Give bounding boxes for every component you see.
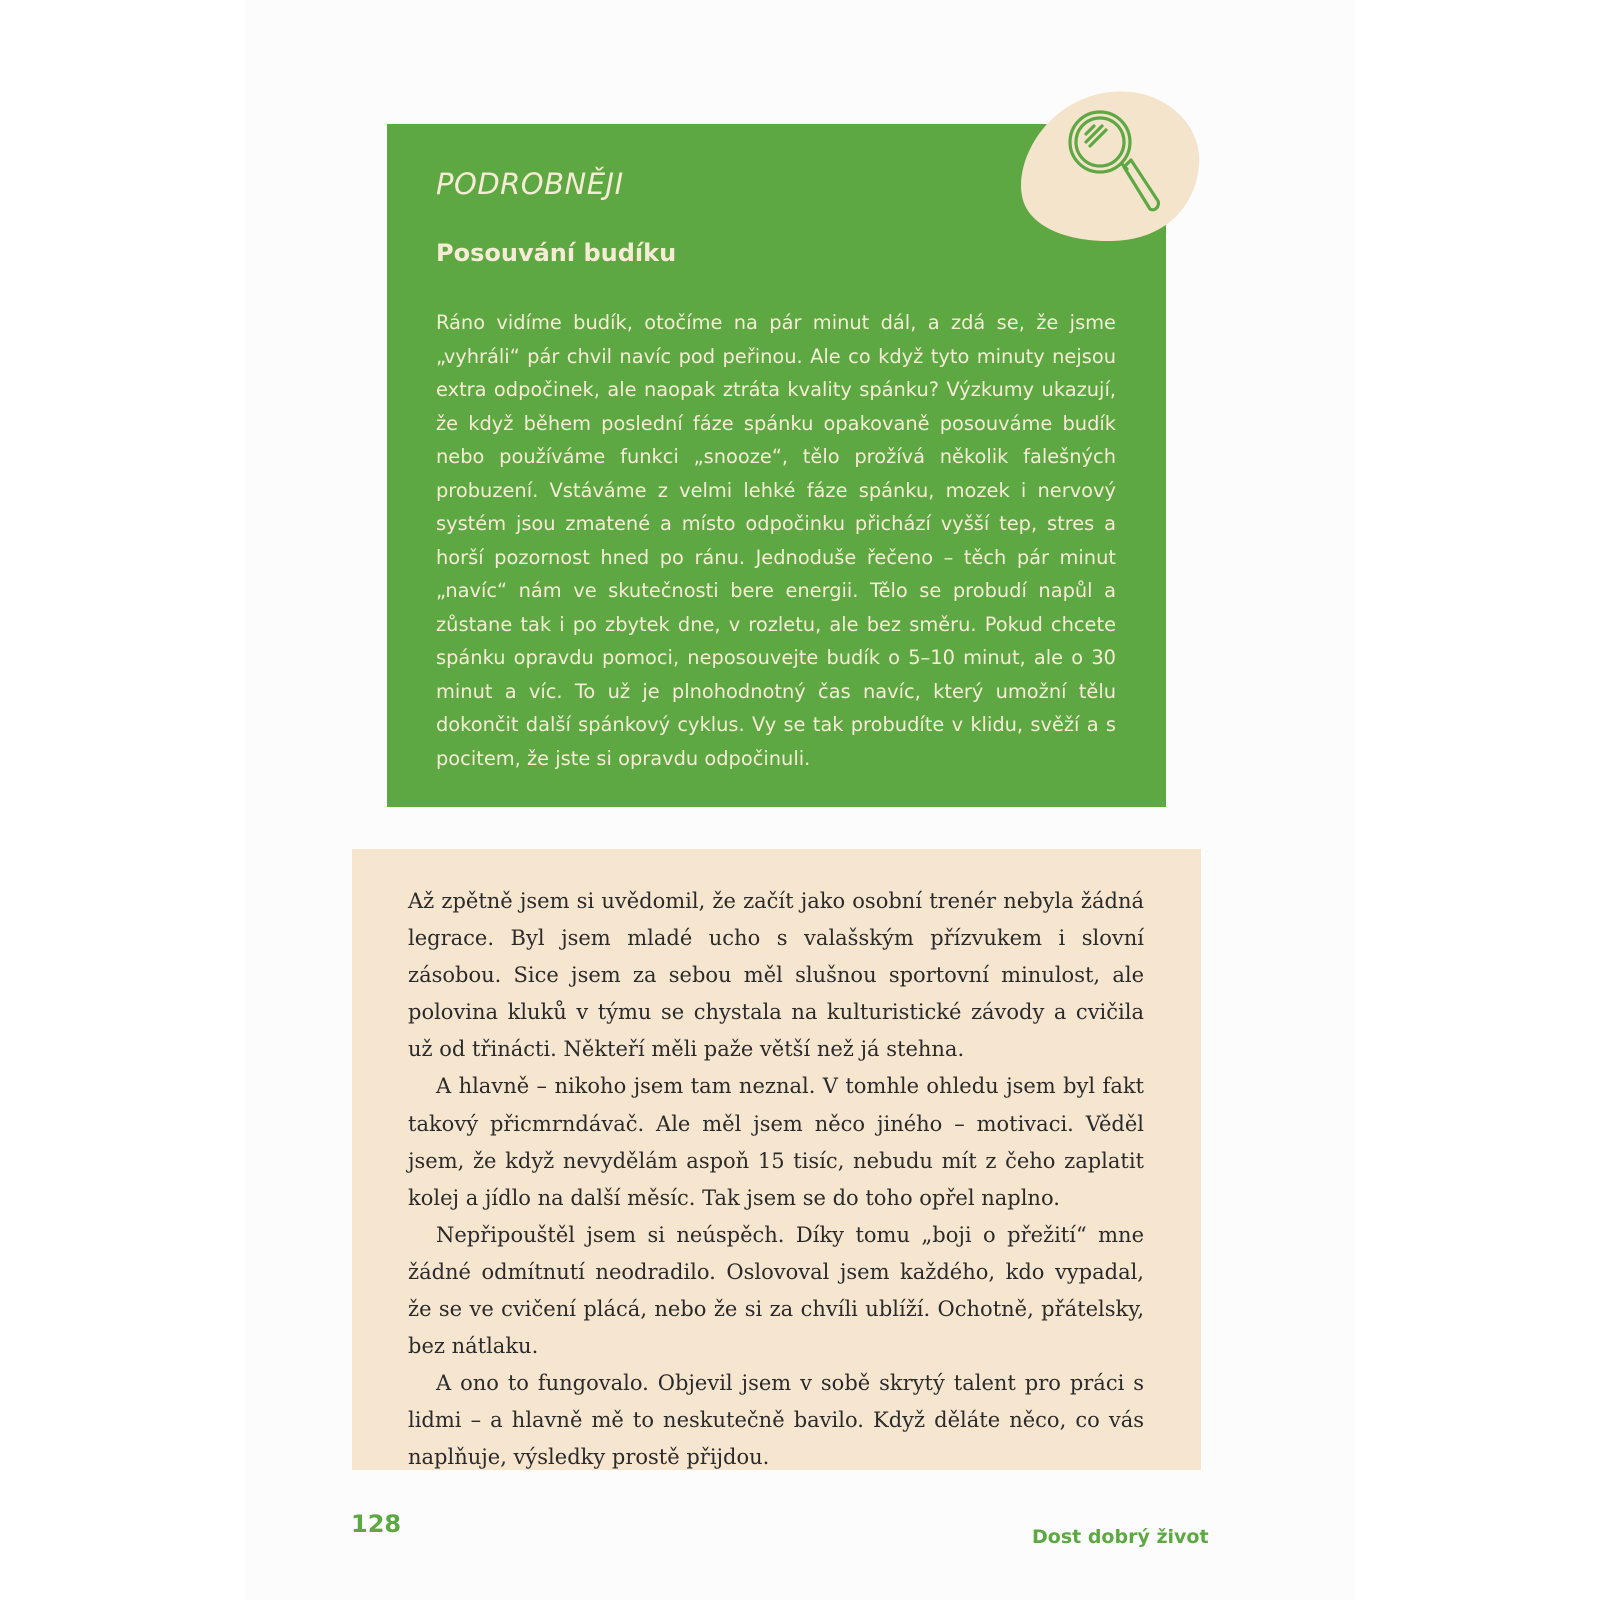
story-paragraph-3: Nepřipouštěl jsem si neúspěch. Díky tomu „boji o přežití“ mne žádné odmítnutí neodradilo. Oslovoval jsem každého, kdo vypadal, že se ve cvičení plácá, nebo že si za chvíli ublíží. Ochotně, přátelsky, bez nátlaku. xyxy=(408,1222,1144,1359)
sidebar-kicker: PODROBNĚJI xyxy=(436,167,624,201)
running-title: Dost dobrý život xyxy=(1032,1526,1209,1548)
story-paragraph-1: Až zpětně jsem si uvědomil, že začít jako osobní trenér nebyla žádná legrace. Byl jsem mladé ucho s valašským přízvukem i slovní zásobou. Sice jsem za sebou měl slušnou sportovní minulost, ale polovina kluků v týmu se chystala na kulturistické závody a cvičila už od třinácti. Někteří měli paže větší než já stehna. xyxy=(408,889,1144,1062)
story-text xyxy=(408,883,1144,1477)
sidebar-badge xyxy=(1018,90,1201,242)
sidebar-body-text: Ráno vidíme budík, otočíme na pár minut dál, a zdá se, že jsme „vyhráli“ pár chvil navíc pod peřinou. Ale co když tyto minuty nejsou extra odpočinek, ale naopak ztráta kvality spánku? Výzkumy ukazují, že když během poslední fáze spánku opakovaně posouváme budík nebo používáme funkci „snooze“, tělo prožívá několik falešných probuzení. Vstáváme z velmi lehké fáze spánku, mozek i nervový systém jsou zmatené a místo odpočinku přichází vyšší tep, stres a horší pozornost hned po ránu. Jednoduše řečeno – těch pár minut „navíc“ nám ve skutečnosti bere energii. Tělo se probudí napůl a zůstane tak i po zbytek dne, v rozletu, ale bez směru. Pokud chcete spánku opravdu pomoci, neposouvejte budík o 5–10 minut, ale o 30 minut a víc. To už je plnohodnotný čas navíc, který umožní tělu dokončit další spánkový cyklus. Vy se tak probudíte v klidu, svěží a s pocitem, že jste si opravdu odpočinuli. xyxy=(436,311,1116,770)
magnifying-glass-icon xyxy=(1018,90,1201,242)
page-number: 128 xyxy=(351,1510,402,1538)
story-paragraph-4: A ono to fungovalo. Objevil jsem v sobě skrytý talent pro práci s lidmi – a hlavně mě to neskutečně bavilo. Když děláte něco, co vás naplňuje, výsledky prostě přijdou. xyxy=(408,1371,1144,1470)
story-paragraph-2: A hlavně – nikoho jsem tam neznal. V tomhle ohledu jsem byl fakt takový přicmrndávač. Ale měl jsem něco jiného – motivaci. Věděl jsem, že když nevydělám aspoň 15 tisíc, nebudu mít z čeho zaplatit kolej a jídlo na další měsíc. Tak jsem se do toho opřel naplno. xyxy=(408,1074,1144,1210)
sidebar-title: Posouvání budíku xyxy=(436,239,677,267)
